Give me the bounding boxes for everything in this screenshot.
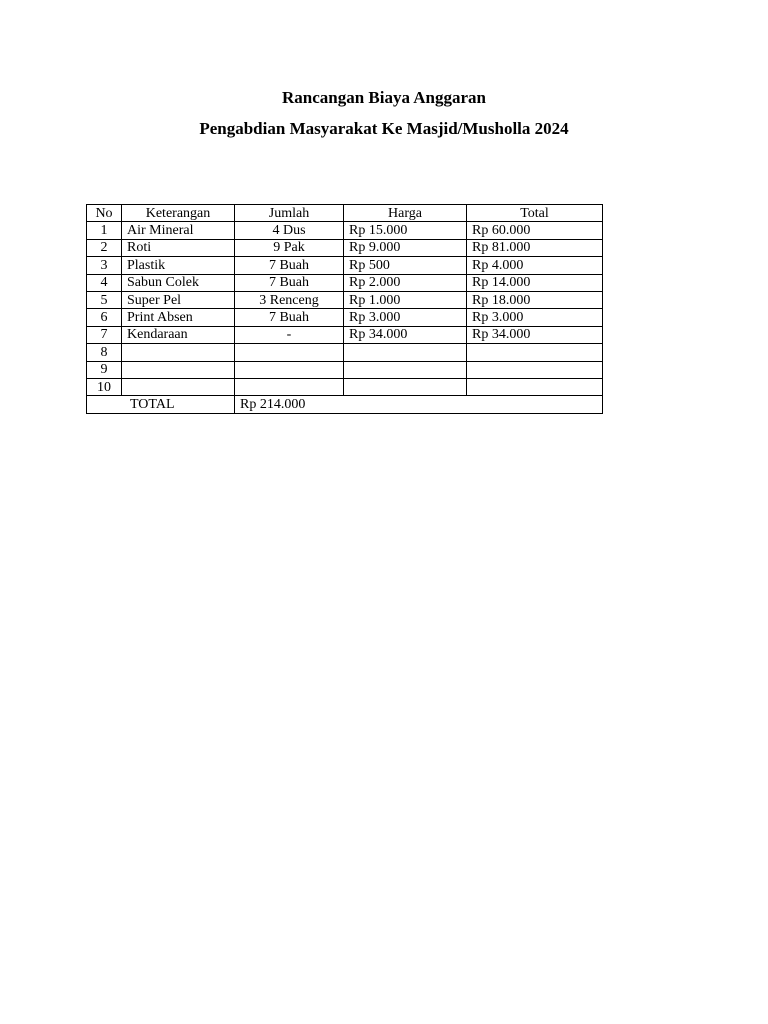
table-row (87, 291, 603, 308)
cell-total (467, 344, 603, 361)
cell-total (467, 361, 603, 378)
table-row (87, 222, 603, 239)
cell-jumlah: 4 Dus (235, 222, 344, 239)
cell-jumlah: 3 Renceng (235, 291, 344, 308)
cell-no: 2 (87, 239, 122, 256)
cell-harga: Rp 34.000 (344, 326, 467, 343)
cell-keterangan: Super Pel (122, 291, 235, 308)
cell-total: Rp 4.000 (467, 257, 603, 274)
cell-keterangan: Print Absen (122, 309, 235, 326)
document-subtitle: Pengabdian Masyarakat Ke Masjid/Musholla 2024 (199, 119, 569, 138)
table-header-row (87, 205, 603, 222)
header-harga: Harga (344, 205, 467, 222)
total-row (87, 396, 603, 413)
cell-no: 10 (87, 378, 122, 395)
cell-harga (344, 344, 467, 361)
cell-no: 1 (87, 222, 122, 239)
cell-total: Rp 81.000 (467, 239, 603, 256)
cell-keterangan: Plastik (122, 257, 235, 274)
budget-table (86, 204, 603, 414)
header-jumlah: Jumlah (235, 205, 344, 222)
cell-harga: Rp 500 (344, 257, 467, 274)
cell-total: Rp 60.000 (467, 222, 603, 239)
total-value: Rp 214.000 (235, 396, 603, 413)
table-row (87, 344, 603, 361)
table-row (87, 274, 603, 291)
cell-keterangan: Air Mineral (122, 222, 235, 239)
table-row (87, 326, 603, 343)
cell-keterangan: Sabun Colek (122, 274, 235, 291)
cell-no: 4 (87, 274, 122, 291)
header-total: Total (467, 205, 603, 222)
cell-harga: Rp 2.000 (344, 274, 467, 291)
table-row (87, 309, 603, 326)
table-row (87, 257, 603, 274)
cell-keterangan: Roti (122, 239, 235, 256)
cell-jumlah (235, 361, 344, 378)
cell-no: 6 (87, 309, 122, 326)
table-row (87, 378, 603, 395)
cell-no: 3 (87, 257, 122, 274)
cell-jumlah: - (235, 326, 344, 343)
total-label: TOTAL (87, 396, 235, 413)
cell-keterangan (122, 344, 235, 361)
cell-no: 8 (87, 344, 122, 361)
header-keterangan: Keterangan (122, 205, 235, 222)
table-row (87, 239, 603, 256)
cell-total: Rp 3.000 (467, 309, 603, 326)
cell-jumlah: 9 Pak (235, 239, 344, 256)
document-title: Rancangan Biaya Anggaran (281, 88, 487, 107)
cell-harga (344, 361, 467, 378)
header-no: No (87, 205, 122, 222)
cell-jumlah (235, 378, 344, 395)
cell-keterangan: Kendaraan (122, 326, 235, 343)
cell-jumlah: 7 Buah (235, 309, 344, 326)
cell-no: 7 (87, 326, 122, 343)
cell-harga: Rp 9.000 (344, 239, 467, 256)
cell-jumlah: 7 Buah (235, 274, 344, 291)
table-row (87, 361, 603, 378)
cell-harga: Rp 3.000 (344, 309, 467, 326)
cell-total: Rp 18.000 (467, 291, 603, 308)
cell-harga (344, 378, 467, 395)
cell-total (467, 378, 603, 395)
cell-keterangan (122, 361, 235, 378)
cell-total: Rp 34.000 (467, 326, 603, 343)
cell-no: 9 (87, 361, 122, 378)
cell-keterangan (122, 378, 235, 395)
cell-harga: Rp 1.000 (344, 291, 467, 308)
cell-total: Rp 14.000 (467, 274, 603, 291)
cell-no: 5 (87, 291, 122, 308)
cell-jumlah: 7 Buah (235, 257, 344, 274)
cell-jumlah (235, 344, 344, 361)
cell-harga: Rp 15.000 (344, 222, 467, 239)
